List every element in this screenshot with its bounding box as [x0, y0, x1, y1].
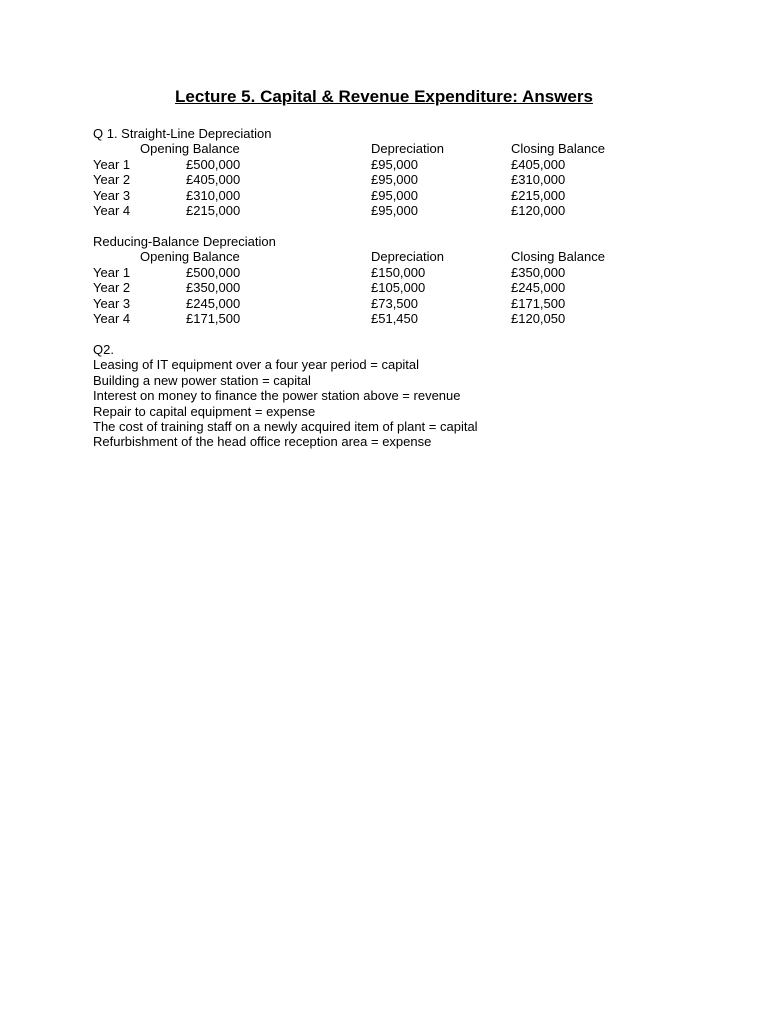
reducing-heading: Reducing-Balance Depreciation [93, 234, 276, 249]
opening-balance: £405,000 [186, 172, 241, 188]
depreciation-value: £95,000 [371, 172, 418, 188]
q2-heading: Q2. [93, 342, 114, 357]
table-row [93, 296, 733, 311]
reducing-column-headers [93, 249, 733, 264]
document-title: Lecture 5. Capital & Revenue Expenditure: Answers [175, 87, 593, 106]
list-item: The cost of training staff on a newly acquired item of plant = capital [93, 418, 478, 434]
table-row [93, 280, 733, 295]
year-label: Year 4 [93, 202, 131, 218]
list-item: Interest on money to finance the power station above = revenue [93, 388, 461, 404]
reducing-col-depreciation: Depreciation [371, 249, 444, 265]
opening-balance: £245,000 [186, 295, 241, 311]
year-label: Year 3 [93, 295, 131, 311]
closing-balance: £310,000 [511, 172, 566, 188]
q1-col-closing: Closing Balance [511, 141, 605, 157]
table-row [93, 188, 733, 203]
opening-balance: £171,500 [186, 310, 241, 326]
year-label: Year 1 [93, 264, 131, 280]
depreciation-value: £150,000 [371, 264, 426, 280]
year-label: Year 2 [93, 172, 131, 188]
year-label: Year 1 [93, 156, 131, 172]
reducing-col-closing: Closing Balance [511, 249, 605, 265]
year-label: Year 3 [93, 187, 131, 203]
opening-balance: £310,000 [186, 187, 241, 203]
closing-balance: £245,000 [511, 280, 566, 296]
table-row [93, 157, 733, 172]
closing-balance: £405,000 [511, 156, 566, 172]
q1-straight-line-section [93, 126, 733, 218]
closing-balance: £350,000 [511, 264, 566, 280]
depreciation-value: £105,000 [371, 280, 426, 296]
depreciation-value: £95,000 [371, 202, 418, 218]
table-row [93, 311, 733, 326]
q2-section [93, 342, 733, 450]
list-item: Building a new power station = capital [93, 372, 311, 388]
depreciation-value: £73,500 [371, 295, 418, 311]
reducing-col-opening: Opening Balance [140, 249, 240, 265]
q1-column-headers [93, 141, 733, 156]
opening-balance: £500,000 [186, 156, 241, 172]
q1-col-opening: Opening Balance [140, 141, 240, 157]
opening-balance: £215,000 [186, 202, 241, 218]
depreciation-value: £95,000 [371, 187, 418, 203]
opening-balance: £350,000 [186, 280, 241, 296]
depreciation-value: £51,450 [371, 310, 418, 326]
list-item: Repair to capital equipment = expense [93, 403, 316, 419]
closing-balance: £215,000 [511, 187, 566, 203]
closing-balance: £120,050 [511, 310, 566, 326]
closing-balance: £120,000 [511, 202, 566, 218]
year-label: Year 4 [93, 310, 131, 326]
list-item: Leasing of IT equipment over a four year period = capital [93, 357, 420, 373]
q1-heading: Q 1. Straight-Line Depreciation [93, 126, 272, 141]
list-item: Refurbishment of the head office reception area = expense [93, 434, 432, 450]
reducing-balance-section [93, 234, 733, 326]
closing-balance: £171,500 [511, 295, 566, 311]
opening-balance: £500,000 [186, 264, 241, 280]
table-row [93, 172, 733, 187]
table-row [93, 265, 733, 280]
year-label: Year 2 [93, 280, 131, 296]
q1-col-depreciation: Depreciation [371, 141, 444, 157]
depreciation-value: £95,000 [371, 156, 418, 172]
table-row [93, 203, 733, 218]
